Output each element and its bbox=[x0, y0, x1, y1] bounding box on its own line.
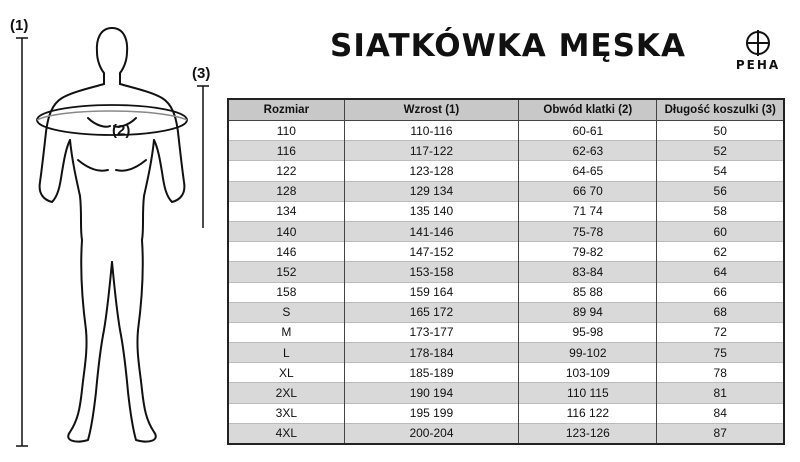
cell-size: 4XL bbox=[228, 423, 344, 444]
cell-length: 68 bbox=[657, 302, 784, 322]
cell-height: 117-122 bbox=[344, 141, 519, 161]
table-row bbox=[228, 121, 784, 141]
table-row bbox=[228, 181, 784, 201]
table-row bbox=[228, 282, 784, 302]
table-row bbox=[228, 423, 784, 444]
cell-length: 50 bbox=[657, 121, 784, 141]
cell-size: 116 bbox=[228, 141, 344, 161]
brand-logo bbox=[728, 28, 788, 74]
cell-chest: 64-65 bbox=[519, 161, 657, 181]
cell-length: 75 bbox=[657, 343, 784, 363]
cell-height: 195 199 bbox=[344, 403, 519, 423]
cell-size: 2XL bbox=[228, 383, 344, 403]
length-label: (3) bbox=[192, 65, 211, 82]
cell-length: 54 bbox=[657, 161, 784, 181]
cell-chest: 83-84 bbox=[519, 262, 657, 282]
cell-size: 3XL bbox=[228, 403, 344, 423]
column-header-size: Rozmiar bbox=[228, 99, 344, 121]
page-title: SIATKÓWKA MĘSKA bbox=[330, 28, 686, 64]
chest-label: (2) bbox=[112, 122, 131, 139]
cell-height: 123-128 bbox=[344, 161, 519, 181]
cell-chest: 71 74 bbox=[519, 201, 657, 221]
cell-size: S bbox=[228, 302, 344, 322]
cell-size: 110 bbox=[228, 121, 344, 141]
table-row bbox=[228, 242, 784, 262]
cell-chest: 79-82 bbox=[519, 242, 657, 262]
cell-chest: 103-109 bbox=[519, 363, 657, 383]
cell-chest: 123-126 bbox=[519, 423, 657, 444]
cell-height: 153-158 bbox=[344, 262, 519, 282]
cell-size: 152 bbox=[228, 262, 344, 282]
logo-text: PEHA bbox=[735, 58, 781, 72]
table-row bbox=[228, 141, 784, 161]
cell-size: 134 bbox=[228, 201, 344, 221]
cell-height: 135 140 bbox=[344, 201, 519, 221]
cell-height: 173-177 bbox=[344, 322, 519, 342]
cell-height: 185-189 bbox=[344, 363, 519, 383]
cell-length: 87 bbox=[657, 423, 784, 444]
logo-emblem-icon bbox=[728, 28, 788, 60]
human-silhouette bbox=[40, 28, 185, 442]
cell-length: 84 bbox=[657, 403, 784, 423]
table-row bbox=[228, 322, 784, 342]
cell-chest: 66 70 bbox=[519, 181, 657, 201]
cell-size: XL bbox=[228, 363, 344, 383]
cell-height: 200-204 bbox=[344, 423, 519, 444]
cell-length: 58 bbox=[657, 201, 784, 221]
table-row bbox=[228, 343, 784, 363]
table-row bbox=[228, 383, 784, 403]
cell-length: 81 bbox=[657, 383, 784, 403]
cell-chest: 85 88 bbox=[519, 282, 657, 302]
cell-height: 178-184 bbox=[344, 343, 519, 363]
cell-height: 159 164 bbox=[344, 282, 519, 302]
cell-size: 158 bbox=[228, 282, 344, 302]
column-header-height: Wzrost (1) bbox=[344, 99, 519, 121]
cell-height: 141-146 bbox=[344, 221, 519, 241]
cell-length: 62 bbox=[657, 242, 784, 262]
height-label: (1) bbox=[10, 17, 29, 34]
table-row bbox=[228, 363, 784, 383]
cell-size: L bbox=[228, 343, 344, 363]
cell-chest: 62-63 bbox=[519, 141, 657, 161]
column-header-chest: Obwód klatki (2) bbox=[519, 99, 657, 121]
cell-length: 66 bbox=[657, 282, 784, 302]
table-row bbox=[228, 302, 784, 322]
cell-size: M bbox=[228, 322, 344, 342]
body-measurement-figure bbox=[0, 0, 230, 462]
cell-size: 128 bbox=[228, 181, 344, 201]
cell-chest: 99-102 bbox=[519, 343, 657, 363]
cell-height: 129 134 bbox=[344, 181, 519, 201]
cell-height: 147-152 bbox=[344, 242, 519, 262]
cell-size: 146 bbox=[228, 242, 344, 262]
cell-length: 52 bbox=[657, 141, 784, 161]
table-row bbox=[228, 221, 784, 241]
cell-length: 64 bbox=[657, 262, 784, 282]
cell-chest: 89 94 bbox=[519, 302, 657, 322]
table-row bbox=[228, 161, 784, 181]
cell-chest: 60-61 bbox=[519, 121, 657, 141]
table-row bbox=[228, 403, 784, 423]
cell-length: 78 bbox=[657, 363, 784, 383]
cell-height: 110-116 bbox=[344, 121, 519, 141]
table-header-row bbox=[228, 99, 784, 121]
cell-length: 60 bbox=[657, 221, 784, 241]
size-chart-table bbox=[227, 98, 785, 445]
cell-size: 122 bbox=[228, 161, 344, 181]
cell-length: 72 bbox=[657, 322, 784, 342]
cell-chest: 116 122 bbox=[519, 403, 657, 423]
table-row bbox=[228, 262, 784, 282]
cell-height: 165 172 bbox=[344, 302, 519, 322]
column-header-length: Długość koszulki (3) bbox=[657, 99, 784, 121]
cell-chest: 95-98 bbox=[519, 322, 657, 342]
cell-size: 140 bbox=[228, 221, 344, 241]
cell-chest: 110 115 bbox=[519, 383, 657, 403]
table-row bbox=[228, 201, 784, 221]
cell-height: 190 194 bbox=[344, 383, 519, 403]
cell-chest: 75-78 bbox=[519, 221, 657, 241]
cell-length: 56 bbox=[657, 181, 784, 201]
